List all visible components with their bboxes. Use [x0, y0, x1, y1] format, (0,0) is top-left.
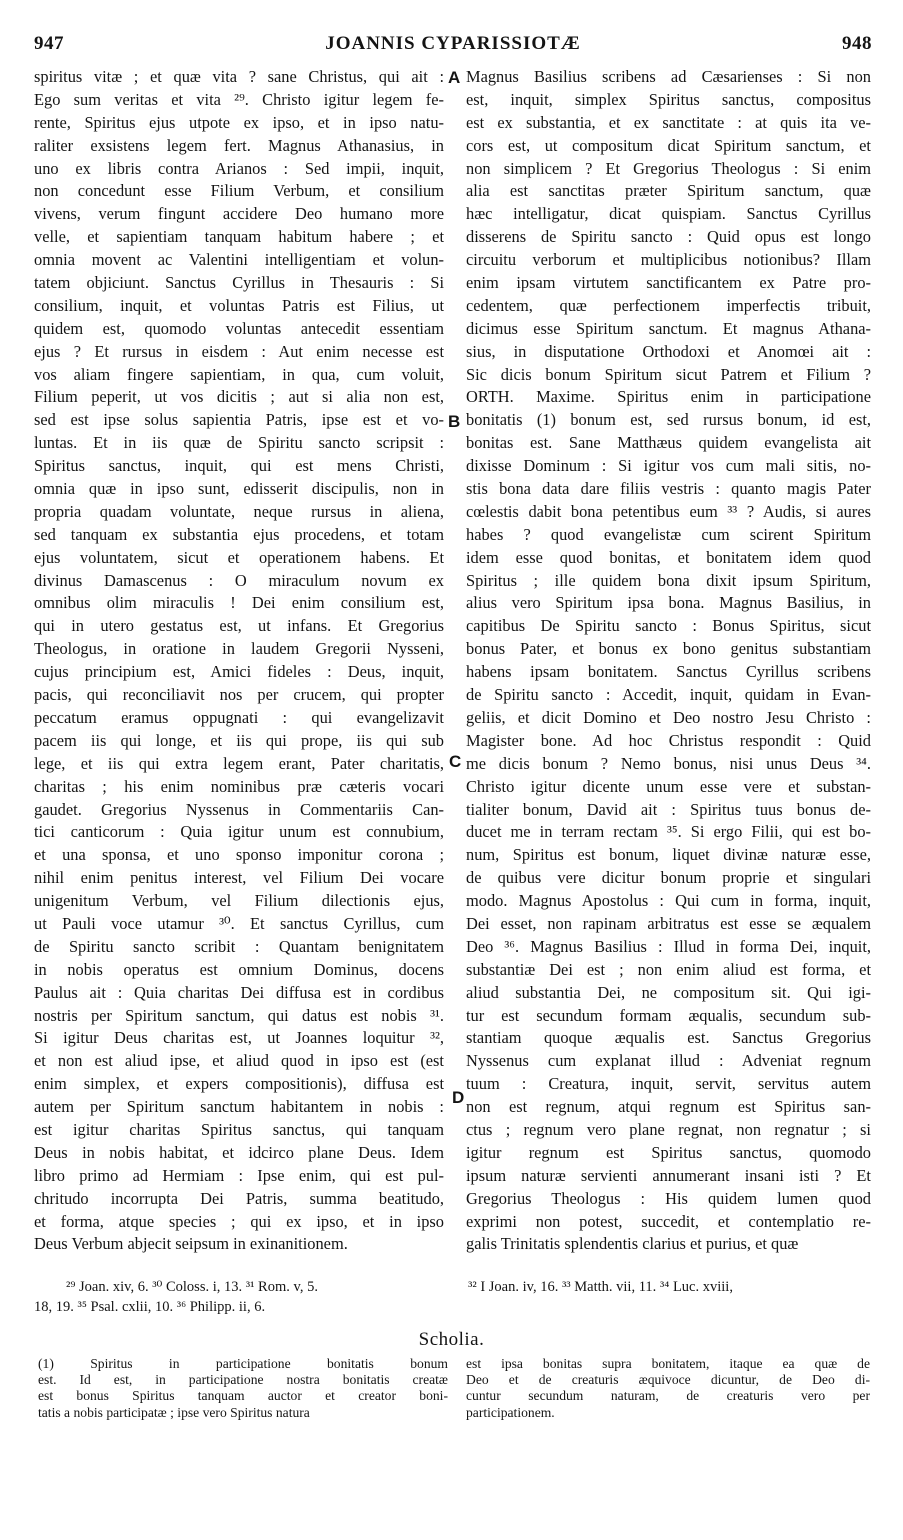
text-line: Magnus Basilius scribens ad Cæsarienses : Si non	[466, 67, 871, 86]
left-text-column	[34, 66, 444, 1256]
text-line: in nobis operatus est omnium Dominus, docens	[34, 959, 444, 979]
text-line: vos aliam fingere sapientiam, in qua, cum voluit,	[34, 364, 444, 384]
text-line: charitas ; his enim nominibus præ cæteris vocari	[34, 776, 444, 796]
text-line: cuntur secundum naturam, de creaturis vero per	[466, 1388, 870, 1404]
text-line: qui in utero gestatus est, ut infans. Et Gregorius	[34, 616, 444, 636]
text-line: circuitu verborum et multiplicibus notionibus? Illam	[466, 250, 871, 270]
text-line: velle, et sapientiam tanquam habitum habere ; et	[34, 227, 444, 247]
text-line: non simplicem ? Et Gregorius Theologus : Si enim	[466, 158, 871, 178]
text-line: Spiritus ; ille quidem bona dixit ipsum Spiritum,	[466, 570, 871, 590]
text-line: unigenitum Verbum, vel Filium dilectionis ejus,	[34, 891, 444, 911]
footnote-line: ²⁹ Joan. xiv, 6. ³⁰ Coloss. i, 13. ³¹ Rom. v, 5.	[66, 1279, 318, 1295]
text-line: ejus ? Et rursus in eisdem : Aut enim necesse est	[34, 341, 444, 361]
text-line: est. Id est, in participatione nostra bonitatis creatæ	[38, 1372, 448, 1388]
text-line: spiritus vitæ ; et quæ vita ? sane Christus, qui ait :	[34, 67, 444, 86]
text-line: de quibus vere dicitur bonum proprie et singulari	[466, 868, 871, 888]
text-line: nostris per Spiritum sanctum, qui datus est nobis ³¹.	[34, 1005, 444, 1025]
page-number-right: 948	[842, 33, 872, 54]
text-line: tuum : Creatura, inquit, servit, servitus autem	[466, 1074, 871, 1094]
margin-marker-a: A	[448, 68, 461, 87]
text-line: Deo et de creaturis æquivoce dicuntur, de Deo di-	[466, 1372, 870, 1388]
text-line: de Spiritu sancto : Accedit, inquit, quidam in Evan-	[466, 685, 871, 705]
text-line: Magister bone. Ad hoc Christus respondit : Quid	[466, 730, 871, 750]
text-line: Filium peperit, ut vos dicitis ; aut si alia non est,	[34, 387, 444, 407]
text-line: Dei esset, non rapinam arbitratus est esse se æqualem	[466, 913, 871, 933]
text-line: est bonus Spiritus tanquam auctor et creator boni-	[38, 1388, 448, 1404]
text-line: est igitur charitas Spiritus sanctus, qui tanquam	[34, 1119, 444, 1139]
margin-marker-b: B	[448, 412, 461, 431]
text-line: Spiritus sanctus, inquit, qui est mens Christi,	[34, 456, 444, 476]
text-line: Ego sum veritas et vita ²⁹. Christo igitur legem fe-	[34, 89, 444, 109]
text-line: Deus Verbum abjecit seipsum in exinanitionem.	[34, 1234, 348, 1254]
text-line: propria quadam voluntate, neque rursus in aliena,	[34, 501, 444, 521]
text-line: gaudet. Gregorius Nyssenus in Commentariis Can-	[34, 799, 444, 819]
text-line: participationem.	[466, 1404, 555, 1420]
text-line: chritudo incorrupta Dei Patris, summa beatitudo,	[34, 1188, 444, 1208]
text-line: raliter exsistens legem fert. Magnus Athanasius, in	[34, 135, 444, 155]
running-title: JOANNIS CYPARISSIOTÆ	[325, 33, 581, 54]
text-line: galis Trinitatis splendentis clarius et purius, et quæ	[466, 1234, 799, 1254]
text-line: non concedunt esse Filium Verbum, et consilium	[34, 181, 444, 201]
text-line: disserens de Spiritu sancto : Quid opus est longo	[466, 227, 871, 247]
text-line: ducet me in terram rectam ³⁵. Si ergo Filii, qui est bo-	[466, 822, 871, 842]
text-line: Nyssenus cum explanat illud : Adveniat regnum	[466, 1051, 871, 1071]
text-line: omnia movent ac Valentini intelligentiam et volun-	[34, 250, 444, 270]
text-line: sius, in disputatione Orthodoxi et Anomœi ait :	[466, 341, 871, 361]
text-line: ORTH. Maxime. Spiritus enim in participatione	[466, 387, 871, 407]
text-line: ipsum naturæ servienti annumerant insani isti ? Et	[466, 1165, 871, 1185]
text-line: hæc intelligatur, dicat quispiam. Sanctus Cyrillus	[466, 204, 871, 224]
text-line: tatem objiciunt. Sanctus Cyrillus in Thesauris : Si	[34, 273, 444, 293]
text-line: bonitas est. Sane Matthæus quidem evangelista ait	[466, 433, 871, 453]
text-line: pacem iis qui longe, et iis qui prope, iis qui sub	[34, 730, 444, 750]
text-line: dixisse Dominum : Si igitur vos cum mali sitis, no-	[466, 456, 871, 476]
text-line: luntas. Et in iis quæ de Spiritu sancto scripsit :	[34, 433, 444, 453]
scholia-left-column	[38, 1356, 448, 1421]
text-line: et una sponsa, et uno sponso imponitur corona ;	[34, 845, 444, 865]
text-line: sed tanquam ex substantia ejus procedens, et totam	[34, 524, 444, 544]
text-line: ejus voluntatem, sicut et operationem habens. Et	[34, 547, 444, 567]
text-line: aliud substantia Dei, ne compositum sit. Qui igi-	[466, 982, 871, 1002]
margin-marker-c: C	[449, 752, 462, 771]
text-line: cedentem, quæ perfectionem imperfectis tribuit,	[466, 295, 871, 315]
text-line: est ex substantia, et ex sanctitate : at quis ita ve-	[466, 112, 871, 132]
text-line: exprimi non potest, succedit, et contemplatio re-	[466, 1211, 871, 1231]
text-line: nihil enim penitus interest, vel Filium Dei vocare	[34, 868, 444, 888]
text-line: me dicis bonum ? Nemo bonus, nisi unus Deus ³⁴.	[466, 753, 871, 773]
text-line: tur est secundum formam æqualis, secundum sub-	[466, 1005, 871, 1025]
footnote-line: ³² I Joan. iv, 16. ³³ Matth. vii, 11. ³⁴ Luc. xviii,	[468, 1279, 733, 1295]
text-line: quidem est, quomodo voluntas antecedit essentiam	[34, 318, 444, 338]
text-line: Theologus, in oratione in laudem Gregorii Nysseni,	[34, 639, 444, 659]
text-line: stis bona data dare filiis vestris : quanto magis Pater	[466, 479, 871, 499]
text-line: tialiter bonum, David ait : Spiritus tuus bonus de-	[466, 799, 871, 819]
text-line: Paulus ait : Quia charitas Dei diffusa est in cordibus	[34, 982, 444, 1002]
text-line: non est regnum, atqui regnum est Spiritus san-	[466, 1097, 871, 1117]
text-line: enim ipsam virtutem sanctificantem ex Patre pro-	[466, 273, 871, 293]
text-line: uno ex libris contra Arianos : Sed impii, inquit,	[34, 158, 444, 178]
text-line: divinus Damascenus : O miraculum novum ex	[34, 570, 444, 590]
text-line: Christo igitur dicente unum esse vere et substan-	[466, 776, 871, 796]
text-line: Si igitur Deus charitas est, ut Joannes loquitur ³²,	[34, 1028, 444, 1048]
text-line: rente, Spiritus ejus utpote ex ipso, et in ipso natu-	[34, 112, 444, 132]
text-line: substantiæ Dei est ; non enim aliud est forma, et	[466, 959, 871, 979]
text-line: habens ipsam bonitatem. Sanctus Cyrillus scribens	[466, 662, 871, 682]
text-line: capitibus De Spiritu sancto : Bonus Spiritus, sicut	[466, 616, 871, 636]
text-line: omnia quæ in ipso sunt, edisserit discipulis, non in	[34, 479, 444, 499]
text-line: ut Pauli voce utamur ³⁰. Et sanctus Cyrillus, cum	[34, 913, 444, 933]
text-line: Gregorius Theologus : His quidem lumen quod	[466, 1188, 871, 1208]
text-line: tatis a nobis participatæ ; ipse vero Spiritus natura	[38, 1404, 310, 1420]
text-line: de Spiritu sancto scribit : Quantam benignitatem	[34, 936, 444, 956]
footnote-line: 18, 19. ³⁵ Psal. cxlii, 10. ³⁶ Philipp. ii, 6.	[34, 1299, 266, 1315]
text-line: Deo ³⁶. Magnus Basilius : Illud in forma Dei, inquit,	[466, 936, 871, 956]
text-line: stantiam quoque æqualis est. Sanctus Gregorius	[466, 1028, 871, 1048]
text-line: bonus Pater, et bonus ex bono genitus substantiam	[466, 639, 871, 659]
text-line: alius vero Spiritum ipsa bona. Magnus Basilius, in	[466, 593, 871, 613]
text-line: geliis, et dicit Domino et Deo nostro Jesu Christo :	[466, 707, 871, 727]
running-header	[34, 33, 872, 63]
text-line: cors est, ut compositum dicat Spiritum sanctum, et	[466, 135, 871, 155]
margin-marker-d: D	[452, 1088, 465, 1107]
text-line: libro primo ad Hermiam : Ipse enim, qui est pul-	[34, 1165, 444, 1185]
text-line: tici canticorum : Quia igitur unum est connubium,	[34, 822, 444, 842]
text-line: idem esse quod bonitas, et bonitatem idem quod	[466, 547, 871, 567]
text-line: consilium, inquit, et voluntas Patris est Filius, ut	[34, 295, 444, 315]
text-line: ctus ; regnum vero plane regnat, non regnatur ; si	[466, 1119, 871, 1139]
text-line: dicimus esse Spiritum sanctum. Et magnus Athana-	[466, 318, 871, 338]
text-line: sed est ipse solus sapientia Patris, ipse est et vo-	[34, 410, 444, 430]
text-line: vivens, verum fingunt accidere Deo humano more	[34, 204, 444, 224]
scholia-heading: Scholia.	[418, 1329, 485, 1350]
text-line: est ipsa bonitas supra bonitatem, itaque ea quæ de	[466, 1356, 870, 1371]
scholia-right-column	[466, 1356, 870, 1421]
text-line: lege, et iis qui extra legem erant, Pater charitatis,	[34, 753, 444, 773]
text-line: bonitatis (1) bonum est, sed rursus bonum, id est,	[466, 410, 871, 430]
text-line: Deus in nobis habitat, et idcirco plane Deus. Idem	[34, 1142, 444, 1162]
text-line: autem per Spiritum sanctum habitantem in nobis :	[34, 1097, 444, 1117]
text-line: et forma, atque species ; qui ex ipso, et in ipso	[34, 1211, 444, 1231]
text-line: cujus principium est, Amici fideles : Deus, inquit,	[34, 662, 444, 682]
text-line: habes ? quod evangelistæ cum scirent Spiritum	[466, 524, 871, 544]
text-line: alia est sanctitas præter Spiritum sanctum, quæ	[466, 181, 871, 201]
text-line: enim simplex, et expers compositionis), diffusa est	[34, 1074, 444, 1094]
right-text-column	[466, 66, 871, 1256]
text-line: omnibus olim miraculis ! Dei enim consilium est,	[34, 593, 444, 613]
text-line: cœlestis dabit bona petentibus eum ³³ ? Audis, si aures	[466, 501, 871, 521]
text-line: (1) Spiritus in participatione bonitatis bonum	[38, 1356, 448, 1371]
text-line: modo. Magnus Apostolus : Qui cum in forma, inquit,	[466, 891, 871, 911]
text-line: peccatum eramus oppugnati : qui evangelizavit	[34, 707, 444, 727]
text-line: num, Spiritus est bonum, liquet divinæ naturæ esse,	[466, 845, 871, 865]
text-line: Sic dicis bonum Spiritum sicut Patrem et Filium ?	[466, 364, 871, 384]
text-line: est, inquit, simplex Spiritus sanctus, compositus	[466, 89, 871, 109]
page-number-left: 947	[34, 33, 64, 54]
text-line: igitur regnum est Spiritus sanctus, quomodo	[466, 1142, 871, 1162]
text-line: pacis, qui reconciliavit nos per crucem, qui propter	[34, 685, 444, 705]
text-line: et non est aliud ipse, et aliud quod in ipso est (est	[34, 1051, 444, 1071]
